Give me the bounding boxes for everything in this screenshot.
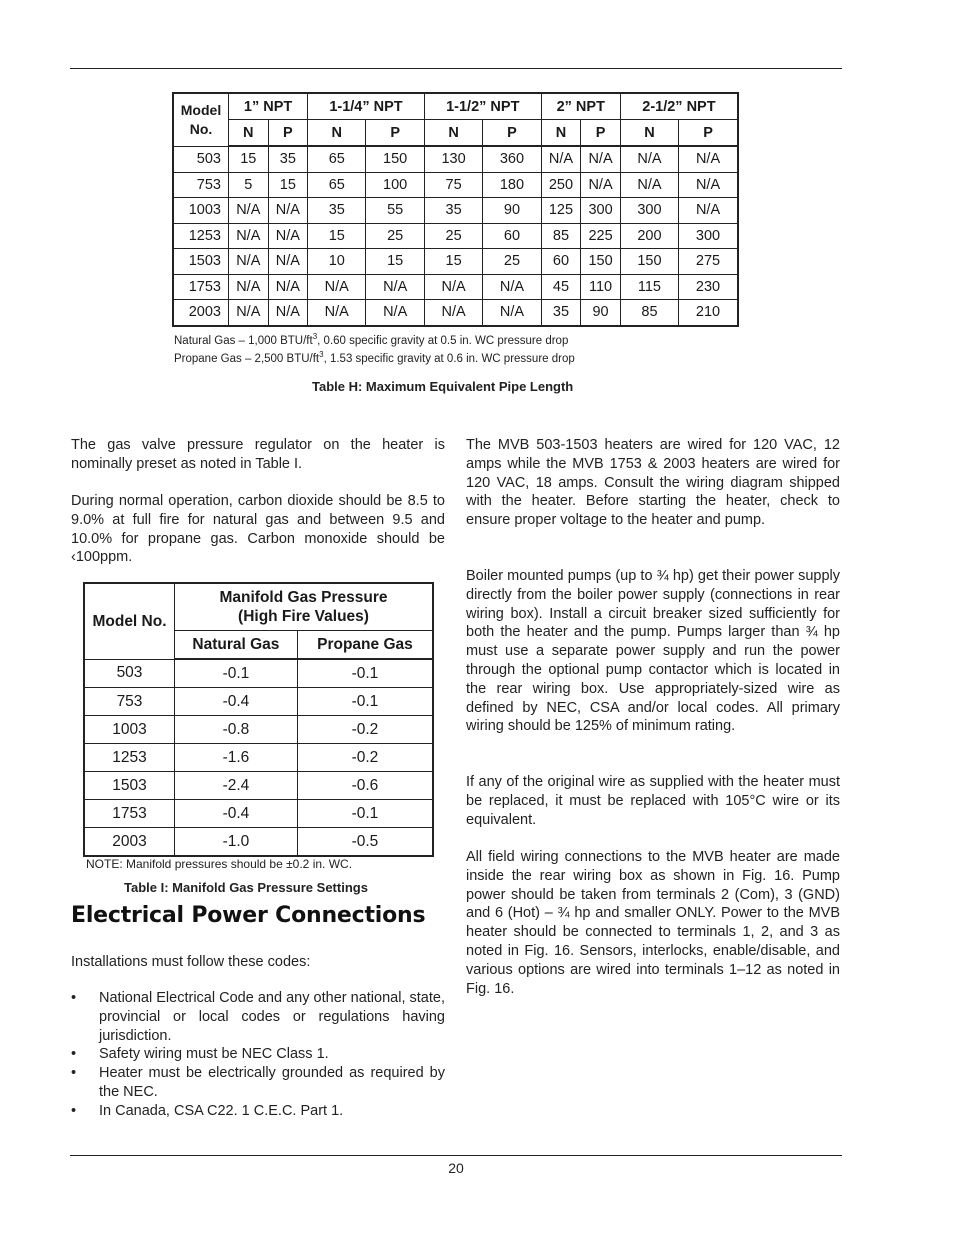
footer-rule — [70, 1155, 842, 1156]
propane-gas-cell: -0.6 — [297, 772, 433, 800]
table-row — [173, 198, 738, 224]
natural-gas-subheader: N — [424, 120, 482, 147]
pipe-length-cell: N/A — [541, 146, 581, 172]
list-item-text: Safety wiring must be NEC Class 1. — [99, 1046, 329, 1063]
pipe-length-cell: N/A — [229, 274, 269, 300]
table-h-caption: Table H: Maximum Equivalent Pipe Length — [312, 379, 574, 394]
pipe-size-header: 2” NPT — [541, 93, 620, 120]
pipe-length-cell: 25 — [483, 249, 541, 275]
pipe-length-cell: 15 — [424, 249, 482, 275]
model-cell: 753 — [84, 688, 175, 716]
bullet-icon: • — [71, 1102, 77, 1119]
model-cell: 1753 — [173, 274, 229, 300]
propane-subheader: P — [581, 120, 621, 147]
model-cell: 1503 — [84, 772, 175, 800]
pipe-length-cell: N/A — [679, 172, 738, 198]
pipe-length-cell: N/A — [424, 300, 482, 326]
model-cell: 503 — [84, 659, 175, 688]
model-cell: 753 — [173, 172, 229, 198]
max-pipe-length-table — [172, 92, 739, 327]
voltage-paragraph: The MVB 503-1503 heaters are wired for 120 VAC, 12 amps while the MVB 1753 & 2003 heaters are wired for 120 VAC, 18 amps. Consult the wiring diagram shipped with the heater. Before starting the heater, check to ensure proper voltage to the heater and pump. — [466, 437, 840, 529]
list-item — [71, 1102, 445, 1121]
pipe-length-cell: N/A — [620, 172, 678, 198]
pipe-length-cell: 55 — [366, 198, 424, 224]
model-cell: 1253 — [84, 744, 175, 772]
pipe-size-header: 1” NPT — [229, 93, 308, 120]
table-row — [173, 300, 738, 326]
pipe-size-header: 2-1/2” NPT — [620, 93, 738, 120]
natural-gas-cell: -0.1 — [175, 659, 298, 688]
pipe-length-cell: 25 — [424, 223, 482, 249]
pipe-length-cell: N/A — [308, 274, 366, 300]
pipe-length-cell: N/A — [229, 198, 269, 224]
table-row — [84, 716, 433, 744]
manifold-pressure-header: Manifold Gas Pressure (High Fire Values) — [175, 583, 434, 631]
codes-intro: Installations must follow these codes: — [71, 954, 311, 970]
propane-gas-cell: -0.2 — [297, 744, 433, 772]
pipe-length-cell: 200 — [620, 223, 678, 249]
natural-gas-subheader: N — [620, 120, 678, 147]
model-cell: 2003 — [84, 828, 175, 857]
table-row — [84, 800, 433, 828]
pipe-length-cell: 65 — [308, 146, 366, 172]
pipe-length-cell: N/A — [268, 249, 308, 275]
section-heading: Electrical Power Connections — [71, 903, 426, 928]
pipe-length-cell: 35 — [424, 198, 482, 224]
natural-gas-subheader: N — [229, 120, 269, 147]
propane-gas-header: Propane Gas — [297, 631, 433, 660]
table-row — [84, 744, 433, 772]
table-i-caption: Table I: Manifold Gas Pressure Settings — [124, 880, 368, 895]
pipe-length-cell: N/A — [483, 274, 541, 300]
manifold-pressure-table — [83, 582, 434, 857]
pipe-length-cell: N/A — [620, 146, 678, 172]
table-row — [173, 223, 738, 249]
natural-gas-note: Natural Gas – 1,000 BTU/$ft^3$, 0.60 specific gravity at 0.5 in. WC pressure drop — [174, 332, 569, 347]
natural-gas-cell: -0.4 — [175, 800, 298, 828]
model-cell: 1503 — [173, 249, 229, 275]
natural-gas-cell: -0.8 — [175, 716, 298, 744]
pipe-length-cell: 360 — [483, 146, 541, 172]
pipe-length-cell: N/A — [268, 300, 308, 326]
pipe-length-cell: 180 — [483, 172, 541, 198]
bullet-icon: • — [71, 1046, 77, 1063]
wire-replacement-paragraph: If any of the original wire as supplied with the heater must be replaced, it must be replaced with 105°C wire or its equivalent. — [466, 774, 840, 828]
pipe-length-cell: 130 — [424, 146, 482, 172]
natural-gas-cell: -0.4 — [175, 688, 298, 716]
pipe-length-cell: 45 — [541, 274, 581, 300]
pipe-length-cell: 85 — [541, 223, 581, 249]
pipe-length-cell: 75 — [424, 172, 482, 198]
pipe-length-cell: 150 — [581, 249, 621, 275]
pipe-length-cell: N/A — [483, 300, 541, 326]
pipe-size-header: 1-1/4” NPT — [308, 93, 425, 120]
pipe-length-cell: 85 — [620, 300, 678, 326]
list-item — [71, 989, 445, 1045]
propane-subheader: P — [679, 120, 738, 147]
pipe-length-cell: N/A — [229, 249, 269, 275]
pipe-length-cell: 90 — [483, 198, 541, 224]
pipe-length-cell: 65 — [308, 172, 366, 198]
model-header: Model No. — [173, 93, 229, 146]
pipe-length-cell: N/A — [581, 172, 621, 198]
pipe-length-cell: 5 — [229, 172, 269, 198]
natural-gas-subheader: N — [308, 120, 366, 147]
page-number: 20 — [448, 1160, 464, 1176]
pipe-length-cell: 300 — [620, 198, 678, 224]
pipe-length-cell: 60 — [483, 223, 541, 249]
model-header: Model No. — [84, 583, 175, 659]
pipe-size-header: 1-1/2” NPT — [424, 93, 541, 120]
list-item-text: Heater must be electrically grounded as required by the NEC. — [99, 1065, 445, 1100]
pipe-length-cell: 35 — [308, 198, 366, 224]
pipe-length-cell: 15 — [308, 223, 366, 249]
pipe-length-cell: 110 — [581, 274, 621, 300]
model-cell: 1753 — [84, 800, 175, 828]
pipe-length-cell: N/A — [679, 146, 738, 172]
natural-gas-subheader: N — [541, 120, 581, 147]
model-cell: 1003 — [84, 716, 175, 744]
pipe-length-cell: N/A — [581, 146, 621, 172]
propane-gas-cell: -0.1 — [297, 688, 433, 716]
propane-subheader: P — [483, 120, 541, 147]
table-row — [84, 828, 433, 857]
pipe-length-cell: 115 — [620, 274, 678, 300]
pipe-length-cell: N/A — [268, 198, 308, 224]
pump-power-paragraph: Boiler mounted pumps (up to ¾ hp) get their power supply directly from the boiler power supply (connections in rear wiring box). Install a circuit breaker sized sufficiently for both the heater and the pump. Pumps larger than ¾ hp must use a separate power supply and run the power through the optional pump contactor which is located in the rear wiring box. Use appropriately-sized wire as defined by NEC, CSA and/or local codes. All primary wiring should be 125% of minimum rating. — [466, 568, 840, 735]
natural-gas-cell: -2.4 — [175, 772, 298, 800]
bullet-icon: • — [71, 990, 77, 1006]
pipe-length-cell: 100 — [366, 172, 424, 198]
pipe-length-cell: 10 — [308, 249, 366, 275]
propane-gas-cell: -0.1 — [297, 800, 433, 828]
list-item-text: National Electrical Code and any other national, state, provincial or local codes or regulations having jurisdiction. — [99, 990, 445, 1044]
pipe-length-cell: 250 — [541, 172, 581, 198]
natural-gas-cell: -1.0 — [175, 828, 298, 857]
bullet-icon: • — [71, 1065, 77, 1082]
field-wiring-paragraph: All field wiring connections to the MVB heater are made inside the rear wiring box as shown in Fig. 16. Pump power should be taken from terminals 2 (Com), 3 (GND) and 6 (Hot) – ¾ hp and smaller ONLY. Power to the MVB heater should be connected to terminals 1, 2, and 3 as noted in Fig. 16. Sensors, interlocks, enable/disable, and various options are wired into terminals 1–12 as noted in Fig. 16. — [466, 849, 840, 997]
pipe-length-cell: 90 — [581, 300, 621, 326]
natural-gas-cell: -1.6 — [175, 744, 298, 772]
propane-gas-cell: -0.5 — [297, 828, 433, 857]
list-item — [71, 1064, 445, 1102]
natural-gas-header: Natural Gas — [175, 631, 298, 660]
pipe-length-cell: N/A — [268, 223, 308, 249]
propane-gas-cell: -0.1 — [297, 659, 433, 688]
pipe-length-cell: N/A — [679, 198, 738, 224]
pipe-length-cell: 15 — [229, 146, 269, 172]
pipe-length-cell: 35 — [541, 300, 581, 326]
propane-subheader: P — [366, 120, 424, 147]
pipe-length-cell: N/A — [366, 274, 424, 300]
pipe-length-cell: 150 — [366, 146, 424, 172]
list-item — [71, 1045, 445, 1064]
pipe-length-cell: 25 — [366, 223, 424, 249]
pipe-length-cell: 35 — [268, 146, 308, 172]
table-row — [173, 172, 738, 198]
combustion-paragraph: During normal operation, carbon dioxide should be 8.5 to 9.0% at full fire for natural gas and between 9.5 and 10.0% for propane gas. Carbon monoxide should be ‹100ppm. — [71, 493, 445, 566]
pipe-length-cell: 225 — [581, 223, 621, 249]
pipe-length-cell: 275 — [679, 249, 738, 275]
model-cell: 1253 — [173, 223, 229, 249]
pipe-length-cell: 15 — [366, 249, 424, 275]
pipe-length-cell: N/A — [308, 300, 366, 326]
table-row — [173, 274, 738, 300]
model-cell: 1003 — [173, 198, 229, 224]
table-row — [84, 688, 433, 716]
pipe-length-cell: N/A — [229, 300, 269, 326]
table-row — [173, 249, 738, 275]
table-row — [84, 772, 433, 800]
pipe-length-cell: N/A — [229, 223, 269, 249]
pipe-length-cell: 150 — [620, 249, 678, 275]
pipe-length-cell: 60 — [541, 249, 581, 275]
propane-gas-cell: -0.2 — [297, 716, 433, 744]
regulator-paragraph: The gas valve pressure regulator on the heater is nominally preset as noted in Table I. — [71, 437, 445, 472]
model-cell: 503 — [173, 146, 229, 172]
table-row — [84, 659, 433, 688]
pipe-length-cell: N/A — [366, 300, 424, 326]
propane-subheader: P — [268, 120, 308, 147]
list-item-text: In Canada, CSA C22. 1 C.E.C. Part 1. — [99, 1102, 344, 1119]
model-cell: 2003 — [173, 300, 229, 326]
pipe-length-cell: 210 — [679, 300, 738, 326]
pipe-length-cell: 230 — [679, 274, 738, 300]
table-row — [173, 146, 738, 172]
propane-gas-note: Propane Gas – 2,500 BTU/$ft^3$, 1.53 specific gravity at 0.6 in. WC pressure drop — [174, 350, 575, 365]
pipe-length-cell: 15 — [268, 172, 308, 198]
pipe-length-cell: 300 — [581, 198, 621, 224]
pipe-length-cell: 300 — [679, 223, 738, 249]
manifold-note: NOTE: Manifold pressures should be ±0.2 in. WC. — [86, 857, 353, 871]
pipe-length-cell: N/A — [424, 274, 482, 300]
pipe-length-cell: 125 — [541, 198, 581, 224]
pipe-length-cell: N/A — [268, 274, 308, 300]
codes-list — [71, 989, 445, 1121]
header-rule — [70, 68, 842, 69]
